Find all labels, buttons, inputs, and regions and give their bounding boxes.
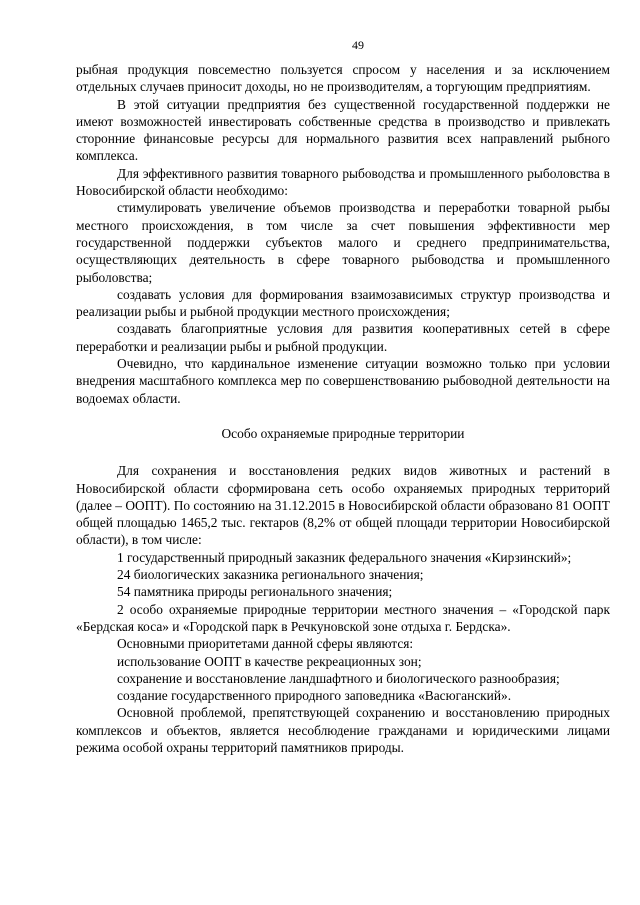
list-item: 2 особо охраняемые природные территории местного значения – «Городской парк «Бердская коса» и «Городской парк в Речкуновской зоне отдыха г. Бердска». <box>76 601 610 634</box>
paragraph: создавать благоприятные условия для развития кооперативных сетей в сфере переработки и реализации рыбы и рыбной продукции. <box>76 321 610 354</box>
paragraph: создавать условия для формирования взаимозависимых структур производства и реализации рыбы и рыбной продукции местного происхождения; <box>76 286 610 320</box>
paragraph: В этой ситуации предприятия без существенной государственной поддержки не имеют возможностей инвестировать собственные средства в производство и привлекать сторонние финансовые ресурсы для нормального развития всех направлений рыбного комплекса. <box>76 96 610 164</box>
paragraph: стимулировать увеличение объемов производства и переработки товарной рыбы местного происхождения, в том числе за счет повышения эффективности мер государственной поддержки субъектов малого и среднего предпринимательства, осуществляющих деятельность в сфере товарного рыбоводства и промышленного рыболовства; <box>76 200 610 285</box>
list-item: 54 памятника природы регионального значения; <box>117 584 393 600</box>
section-heading: Особо охраняемые природные территории <box>221 425 465 441</box>
list-item: 24 биологических заказника регионального значения; <box>117 567 424 583</box>
list-item: сохранение и восстановление ландшафтного и биологического разнообразия; <box>117 670 560 686</box>
paragraph: рыбная продукция повсеместно пользуется спросом у населения и за исключением отдельных случаев приносит доходы, но не производителям, а торгующим предприятиям. <box>76 62 610 95</box>
paragraph: Очевидно, что кардинальное изменение ситуации возможно только при условии внедрения масштабного комплекса мер по совершенствованию рыбоводной деятельности на водоемах области. <box>76 356 610 406</box>
paragraph: Основными приоритетами данной сферы являются: <box>117 636 414 652</box>
list-item: создание государственного природного заповедника «Васюганский». <box>117 688 512 704</box>
paragraph: Для эффективного развития товарного рыбоводства и промышленного рыболовства в Новосибирской области необходимо: <box>76 165 610 199</box>
list-item: 1 государственный природный заказник федерального значения «Кирзинский»; <box>117 549 572 565</box>
paragraph: Для сохранения и восстановления редких видов животных и растений в Новосибирской области сформирована сеть особо охраняемых природных территорий (далее – ООПТ). По состоянию на 31.12.2015 в Новосибирской области образовано 81 ООПТ общей площадью 1465,2 тыс. гектаров (8,2% от общей площади территории Новосибирской области), в том числе: <box>76 463 610 548</box>
page-number: 49 <box>352 38 364 52</box>
paragraph: Основной проблемой, препятствующей сохранению и восстановлению природных комплексов и объектов, является несоблюдение гражданами и юридическими лицами режима особой охраны территорий памятников природы. <box>76 705 610 755</box>
page-content <box>76 61 610 756</box>
list-item: использование ООПТ в качестве рекреационных зон; <box>117 653 422 669</box>
